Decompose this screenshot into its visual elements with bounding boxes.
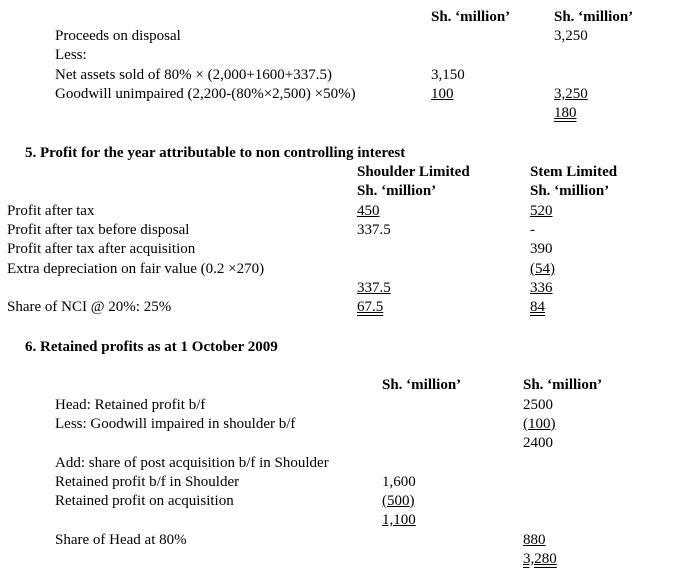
nci-row-label: Share of NCI @ 20%: 25%: [7, 299, 172, 315]
section5-col1-company: Shoulder Limited: [357, 164, 470, 180]
nci-row-stem: 390: [530, 241, 553, 257]
disposal-subtotal-value: 3,250: [554, 86, 588, 102]
nci-row-stem: 336: [530, 280, 553, 296]
section5-col2-unit: Sh. ‘million’: [530, 183, 610, 199]
disposal-col1-header: Sh. ‘million’: [431, 9, 511, 25]
disposal-result-value: 180: [554, 105, 577, 121]
goodwill-label: Goodwill unimpaired (2,200-(80%×2,500) ×50%): [55, 86, 356, 102]
rp-shoulder-value: 1,600: [382, 474, 416, 490]
section6-heading: 6. Retained profits as at 1 October 2009: [25, 339, 278, 355]
head-rp-label: Head: Retained profit b/f: [55, 397, 206, 413]
rp-acq-value: (500): [382, 493, 415, 509]
nci-row-label: Extra depreciation on fair value (0.2 ×270): [7, 261, 265, 277]
head-rp-value: 2500: [523, 397, 553, 413]
less-goodwill-label: Less: Goodwill impaired in shoulder b/f: [55, 416, 296, 432]
nci-row-shoulder: 67.5: [357, 299, 384, 315]
less-label: Less:: [55, 47, 87, 63]
nci-row-label: Profit after tax: [7, 203, 95, 219]
share-head-value: 880: [523, 532, 546, 548]
disposal-col2-header: Sh. ‘million’: [554, 9, 634, 25]
post-acq-value: 1,100: [382, 512, 416, 528]
nci-row-shoulder: 337.5: [357, 222, 391, 238]
after-goodwill-value: 2400: [523, 435, 553, 451]
section6-col1-unit: Sh. ‘million’: [382, 377, 462, 393]
rp-shoulder-label: Retained profit b/f in Shoulder: [55, 474, 240, 490]
add-share-label: Add: share of post acquisition b/f in Shoulder: [55, 455, 329, 471]
retained-profit-total: 3,280: [523, 551, 557, 567]
nci-row-label: Profit after tax before disposal: [7, 222, 190, 238]
nci-row-stem: 84: [530, 299, 545, 315]
net-assets-label: Net assets sold of 80% × (2,000+1600+337.5): [55, 67, 333, 83]
section5-col1-unit: Sh. ‘million’: [357, 183, 437, 199]
section6-col2-unit: Sh. ‘million’: [523, 377, 603, 393]
nci-row-label: Profit after tax after acquisition: [7, 241, 196, 257]
section5-col2-company: Stem Limited: [530, 164, 618, 180]
less-goodwill-value: (100): [523, 416, 556, 432]
net-assets-value: 3,150: [431, 67, 465, 83]
goodwill-value: 100: [431, 86, 454, 102]
section5-heading: 5. Profit for the year attributable to non controlling interest: [25, 145, 406, 161]
rp-acq-label: Retained profit on acquisition: [55, 493, 234, 509]
nci-row-shoulder: 450: [357, 203, 380, 219]
nci-row-stem: (54): [530, 261, 555, 277]
share-head-label: Share of Head at 80%: [55, 532, 187, 548]
proceeds-value: 3,250: [554, 28, 588, 44]
nci-row-stem: -: [530, 222, 535, 238]
nci-row-shoulder: 337.5: [357, 280, 391, 296]
nci-row-stem: 520: [530, 203, 553, 219]
proceeds-label: Proceeds on disposal: [55, 28, 181, 44]
